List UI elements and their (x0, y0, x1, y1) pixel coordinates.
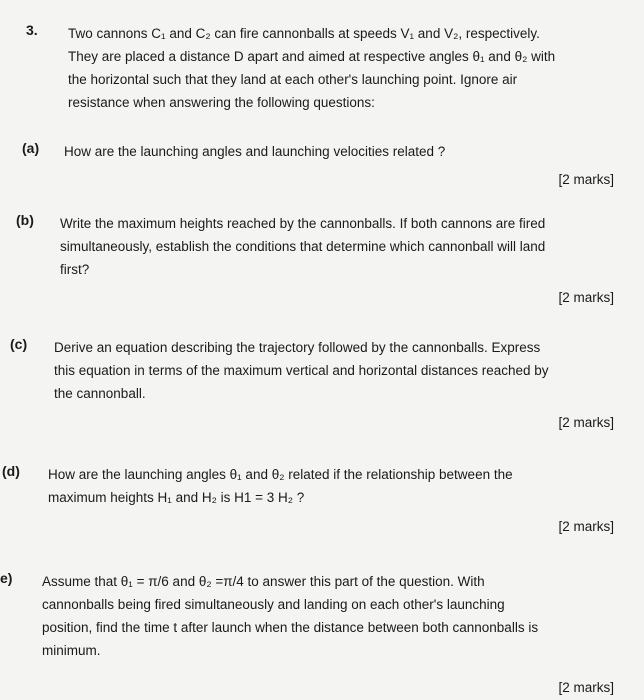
part-c-line: the cannonball. (54, 386, 146, 401)
intro-line: Two cannons C₁ and C₂ can fire cannonballs at speeds V₁ and V₂, respectively. (68, 26, 540, 41)
part-b-line: simultaneously, establish the conditions that determine which cannonball will land (60, 239, 546, 254)
part-e-line: Assume that θ₁ = π/6 and θ₂ =π/4 to answer this part of the question. With (42, 574, 485, 589)
part-b-label: (b) (16, 212, 34, 228)
part-c-text (54, 336, 549, 405)
part-b-line: Write the maximum heights reached by the cannonballs. If both cannons are fired (60, 216, 546, 231)
part-a-line: How are the launching angles and launching velocities related ? (64, 144, 446, 159)
intro-line: the horizontal such that they land at each other's launching point. Ignore air (68, 72, 518, 87)
question-number: 3. (26, 22, 38, 38)
part-c-line: this equation in terms of the maximum vertical and horizontal distances reached by (54, 363, 549, 378)
part-d-marks: [2 marks] (558, 519, 614, 534)
part-e-line: position, find the time t after launch when the distance between both cannonballs is (42, 620, 539, 635)
intro-line: resistance when answering the following questions: (68, 95, 375, 110)
part-b-marks: [2 marks] (558, 290, 614, 305)
part-e-text (42, 570, 538, 662)
part-c-label: (c) (10, 336, 28, 352)
part-d-text (48, 463, 513, 509)
part-e-label: e) (0, 570, 13, 586)
intro-line: They are placed a distance D apart and aimed at respective angles θ₁ and θ₂ with (68, 49, 556, 64)
part-e-marks: [2 marks] (558, 680, 614, 695)
part-c-line: Derive an equation describing the trajectory followed by the cannonballs. Express (54, 340, 541, 355)
part-c-marks: [2 marks] (558, 415, 614, 430)
part-e-line: cannonballs being fired simultaneously and landing on each other's launching (42, 597, 505, 612)
part-d-line: How are the launching angles θ₁ and θ₂ related if the relationship between the (48, 467, 513, 482)
part-e-line: minimum. (42, 643, 101, 658)
part-a-marks: [2 marks] (558, 172, 614, 187)
part-d-line: maximum heights H₁ and H₂ is H1 = 3 H₂ ? (48, 490, 305, 505)
part-d-label: (d) (2, 463, 20, 479)
part-b-text (60, 212, 545, 281)
question-intro (68, 22, 555, 114)
part-a-text (64, 140, 445, 163)
part-b-line: first? (60, 262, 90, 277)
part-a-label: (a) (22, 140, 40, 156)
